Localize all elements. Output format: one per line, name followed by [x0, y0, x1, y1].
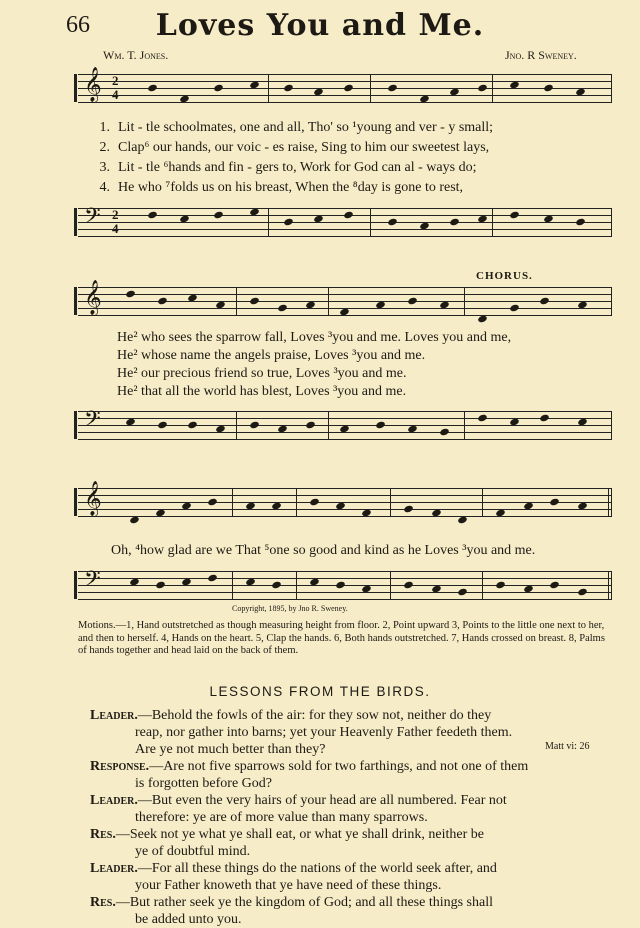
reading-1: Leader.—Behold the fowls of the air: for they sow not, neither do they reap, nor gather into barns; yet your Heavenly Father feedeth them. Are ye not much better than they?	[90, 708, 513, 757]
time-signature: 2 4	[112, 207, 119, 236]
verse-line-4: 4. He who ⁷folds us on his breast, When the ⁸day is gone to rest,	[99, 180, 464, 195]
bass-clef-icon: 𝄢	[84, 567, 101, 596]
verse-line-2: 2. Clap⁶ our hands, our voic - es raise, Sing to him our sweetest lays,	[99, 140, 490, 155]
composer-credit: Jno. R Sweney.	[505, 48, 577, 62]
bass-staff-3	[78, 567, 612, 599]
treble-clef-icon: 𝄞	[84, 281, 102, 314]
motions-footnote: Motions.—1, Hand outstretched as though measuring height from floor. 2, Point upward 3, Points to the little one next to her, and then to herself. 4, Hands on the heart. 5, Clap the hands. 6, Both hands outstretched. 7, Hands crossed on breast. 8, Palms of hands together and head laid on the back of them.	[78, 620, 605, 656]
reading-3: Leader.—But even the very hairs of your head are all numbered. Fear not therefore: ye are of more value than many sparrows.	[90, 793, 507, 825]
bass-clef-icon: 𝄢	[84, 407, 101, 436]
reading-5: Leader.—For all these things do the nations of the world seek after, and your Father knoweth that ye have need of these things.	[90, 861, 497, 893]
bass-staff-2	[78, 407, 612, 439]
time-signature: 2 4	[112, 73, 119, 102]
treble-staff-2	[78, 281, 612, 315]
reading-2: Response.—Are not five sparrows sold for two farthings, and not one of them is forgotten before God?	[90, 759, 529, 791]
reading-4: Res.—Seek not ye what ye shall eat, or what ye shall drink, neither be ye of doubtful mind.	[90, 827, 485, 859]
copyright-notice: Copyright, 1895, by Jno R. Sweney.	[232, 604, 348, 613]
chorus-final-line: Oh, ⁴how glad are we That ⁵one so good and kind as he Loves ³you and me.	[111, 543, 536, 558]
treble-clef-icon: 𝄞	[84, 68, 102, 101]
page-number: 66	[66, 12, 90, 38]
treble-staff-3	[78, 482, 612, 516]
treble-staff-1	[78, 68, 612, 102]
scripture-reference: Matt vi: 26	[545, 741, 590, 752]
reading-6: Res.—But rather seek ye the kingdom of God; and all these things shall be added unto you.	[90, 895, 493, 927]
hymn-title: Loves You and Me.	[155, 8, 485, 43]
verse-line-3: 3. Lit - tle ⁶hands and fin - gers to, Work for God can al - ways do;	[99, 160, 477, 175]
lyricist-credit: Wm. T. Jones.	[103, 48, 169, 62]
treble-clef-icon: 𝄞	[84, 482, 102, 515]
bass-staff-1	[78, 204, 612, 236]
chorus-line-2: He² whose name the angels praise, Loves ³you and me.	[117, 348, 426, 363]
lessons-title: LESSONS FROM THE BIRDS.	[209, 684, 431, 699]
verse-line-1: 1. Lit - tle schoolmates, one and all, Tho' so ¹young and ver - y small;	[99, 120, 494, 135]
chorus-line-3: He² our precious friend so true, Loves ³you and me.	[117, 366, 407, 381]
bass-clef-icon: 𝄢	[84, 204, 101, 233]
chorus-line-4: He² that all the world has blest, Loves ³you and me.	[117, 384, 407, 399]
chorus-label: CHORUS.	[476, 270, 533, 282]
chorus-line-1: He² who sees the sparrow fall, Loves ³you and me. Loves you and me,	[117, 330, 512, 345]
